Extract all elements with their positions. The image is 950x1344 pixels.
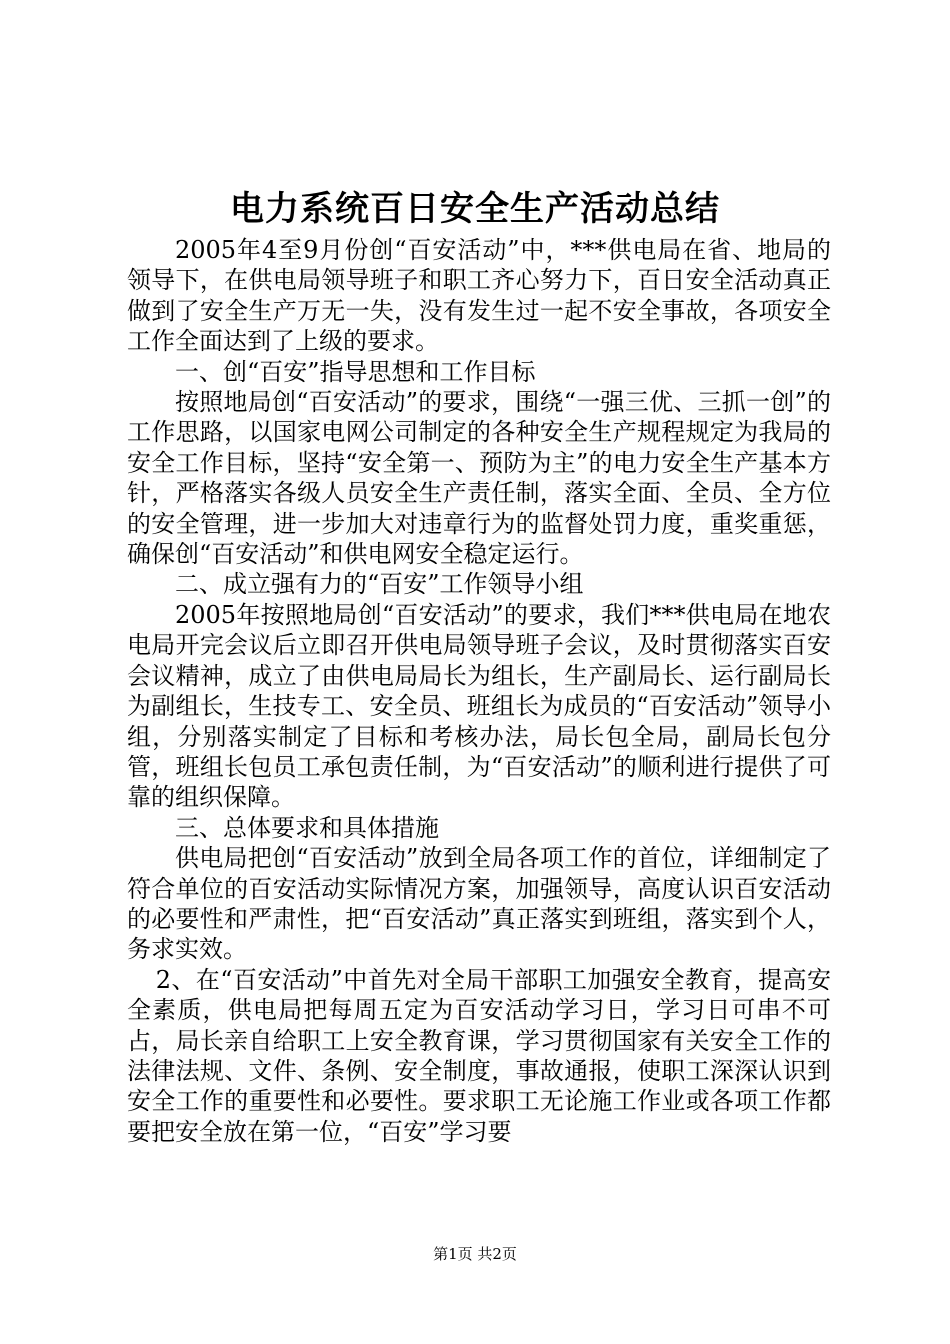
section-paragraph-1: 按照地局创“百安活动”的要求，围绕“一强三优、三抓一创”的工作思路，以国家电网公司制定的各种安全生产规程规定为我局的安全工作目标，坚持“安全第一、预防为主”的电力安全生产基本方针，严格落实各级人员安全生产责任制，落实全面、全员、全方位的安全管理，进一步加大对违章行为的监督处罚力度，重奖重惩，确保创“百安活动”和供电网安全稳定运行。 bbox=[127, 388, 831, 569]
section-paragraph-4: 2、在“百安活动”中首先对全局干部职工加强安全教育，提高安全素质，供电局把每周五定为百安活动学习日，学习日可串不可占，局长亲自给职工上安全教育课，学习贯彻国家有关安全工作的法律法规、文件、条例、安全制度，事故通报，使职工深深认识到安全工作的重要性和必要性。要求职工无论施工作业或各项工作都要把安全放在第一位，“百安”学习要 bbox=[127, 965, 831, 1146]
section-paragraph-3: 供电局把创“百安活动”放到全局各项工作的首位，详细制定了符合单位的百安活动实际情况方案，加强领导，高度认识百安活动的必要性和严肃性，把“百安活动”真正落实到班组，落实到个人，务求实效。 bbox=[127, 844, 831, 964]
document-body bbox=[127, 235, 831, 1147]
section-heading-3: 三、总体要求和具体措施 bbox=[175, 813, 439, 842]
section-heading-2: 二、成立强有力的“百安”工作领导小组 bbox=[175, 570, 584, 599]
section-heading-1: 一、创“百安”指导思想和工作目标 bbox=[175, 357, 536, 386]
section-paragraph-2: 2005年按照地局创“百安活动”的要求，我们***供电局在地农电局开完会议后立即召开供电局领导班子会议，及时贯彻落实百安会议精神，成立了由供电局局长为组长，生产副局长、运行副局长为副组长，生技专工、安全员、班组长为成员的“百安活动”领导小组，分别落实制定了目标和考核办法，局长包全局，副局长包分管，班组长包员工承包责任制，为“百安活动”的顺利进行提供了可靠的组织保障。 bbox=[127, 600, 831, 812]
document-title: 电力系统百日安全生产活动总结 bbox=[230, 189, 720, 229]
intro-paragraph: 2005年4至9月份创“百安活动”中，***供电局在省、地局的领导下，在供电局领导班子和职工齐心努力下，百日安全活动真正做到了安全生产万无一失，没有发生过一起不安全事故，各项安全工作全面达到了上级的要求。 bbox=[127, 236, 831, 356]
page-footer: 第1页 共2页 bbox=[433, 1245, 517, 1263]
